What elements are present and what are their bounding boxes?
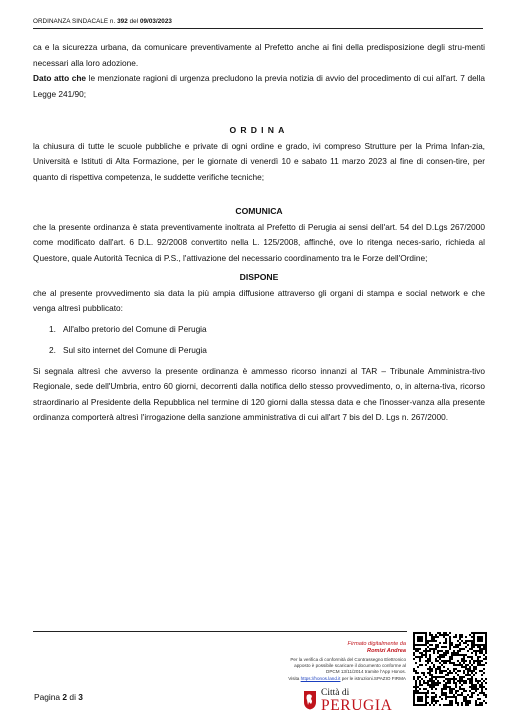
page-of-label: di xyxy=(69,692,76,702)
document-body xyxy=(33,40,485,426)
header-label: ORDINANZA SINDACALE n. xyxy=(33,18,116,25)
page-number: 2 xyxy=(62,692,68,702)
digital-signature-block xyxy=(250,641,406,682)
logo-perugia: PERUGIA xyxy=(321,697,393,714)
paragraph-ricorso: Si segnala altresì che avverso la presente ordinanza è ammesso ricorso innanzi al TAR – Tribunale Amministra-tivo Regionale, sede dell'Umbria, entro 60 giorni, decorrenti dalla notifica dello stesso provvedimento, o, in alterna-tiva, ricorso straordinario al Presidente della Repubblica nel termine di 120 giorni dalla stessa data e che l'inosser-vanza alla presente ordinanza comporterà altresì l'irrogazione della sanzione amministrativa di cui all'art 7 bis del D. Lgs n. 267/2000. xyxy=(33,365,485,422)
heading-dispone: DISPONE xyxy=(239,272,279,282)
honos-link[interactable]: https://honos.land.it xyxy=(300,675,341,681)
page-label: Pagina xyxy=(34,692,61,702)
logo-citta: Città di xyxy=(321,688,350,698)
list-item xyxy=(33,322,485,337)
document-header xyxy=(33,18,483,29)
publication-list xyxy=(33,322,485,358)
paragraph-dato-atto xyxy=(33,71,485,102)
verification-note xyxy=(250,657,406,682)
qr-code xyxy=(413,632,487,706)
city-logo xyxy=(303,688,409,718)
ordinance-number: 392 xyxy=(117,18,128,25)
ordinance-date: 09/03/2023 xyxy=(139,18,172,25)
list-item-number: 1. xyxy=(49,323,56,334)
verification-note-line xyxy=(250,676,406,682)
list-item xyxy=(33,343,485,358)
page-indicator xyxy=(34,692,83,702)
heading-ordina: ORDINA xyxy=(229,125,289,135)
page-total: 3 xyxy=(78,692,83,702)
signer-name: Romizi Andrea xyxy=(367,648,406,654)
verification-note-line: apposto è possibile scaricare il documento conforme al xyxy=(294,663,406,669)
signature-divider xyxy=(33,631,407,632)
heading-comunica: COMUNICA xyxy=(235,206,283,216)
verification-note-line: DPCM 13/11/2014 tramite l'App Honos. xyxy=(326,669,406,675)
header-date-label: del xyxy=(129,18,139,25)
paragraph-ordina: la chiusura di tutte le scuole pubbliche e private di ogni ordine e grado, ivi compreso Strutture per la Prima Infan-zia, Università e Istituti di Alta Formazione, per le giornate di venerdì 10 e sabato 11 marzo 2023 al fine di consen-tire, per quanto di rispettiva competenza, le suddette verifiche tecniche; xyxy=(33,140,485,182)
verification-note-line: Per la verifica di conformità del Contrassegno Elettronico xyxy=(290,657,406,662)
griffin-crest-icon xyxy=(303,690,317,710)
paragraph-intro: ca e la sicurezza urbana, da comunicare preventivamente al Prefetto anche ai fini della predisposizione degli stru-menti necessari alla loro adozione. xyxy=(33,42,485,68)
dato-atto-text: le menzionate ragioni di urgenza precludono la previa notizia di avvio del procedimento di cui all'art. 7 della Legge 241/90; xyxy=(33,73,485,99)
list-item-text: All'albo pretorio del Comune di Perugia xyxy=(63,323,207,334)
visit-suffix: per le istruzioni.SPAZIO FIRMA xyxy=(341,675,406,681)
list-item-text: Sul sito internet del Comune di Perugia xyxy=(63,344,207,355)
signature-caption: Firmato digitalmente da xyxy=(347,641,406,647)
paragraph-dispone: che al presente provvedimento sia data la più ampia diffusione attraverso gli organi di stampa e social network e che venga altresì pubblicato: xyxy=(33,287,485,313)
paragraph-comunica: che la presente ordinanza è stata preventivamente inoltrata al Prefetto di Perugia ai sensi dell'art. 54 del D.Lgs 267/2000 come modificato dall'art. 6 D.L. 92/2008 convertito nella L. 125/2008, affinché, ove lo ritenga neces-sario, richieda al Questore, quale Autorità Tecnica di P.S., l'attivazione del necessario coordinamento tra le Forze dell'Ordine; xyxy=(33,221,485,263)
list-item-number: 2. xyxy=(49,344,56,355)
dato-atto-lead: Dato atto che xyxy=(33,73,87,83)
visit-label: Visita xyxy=(288,675,300,681)
